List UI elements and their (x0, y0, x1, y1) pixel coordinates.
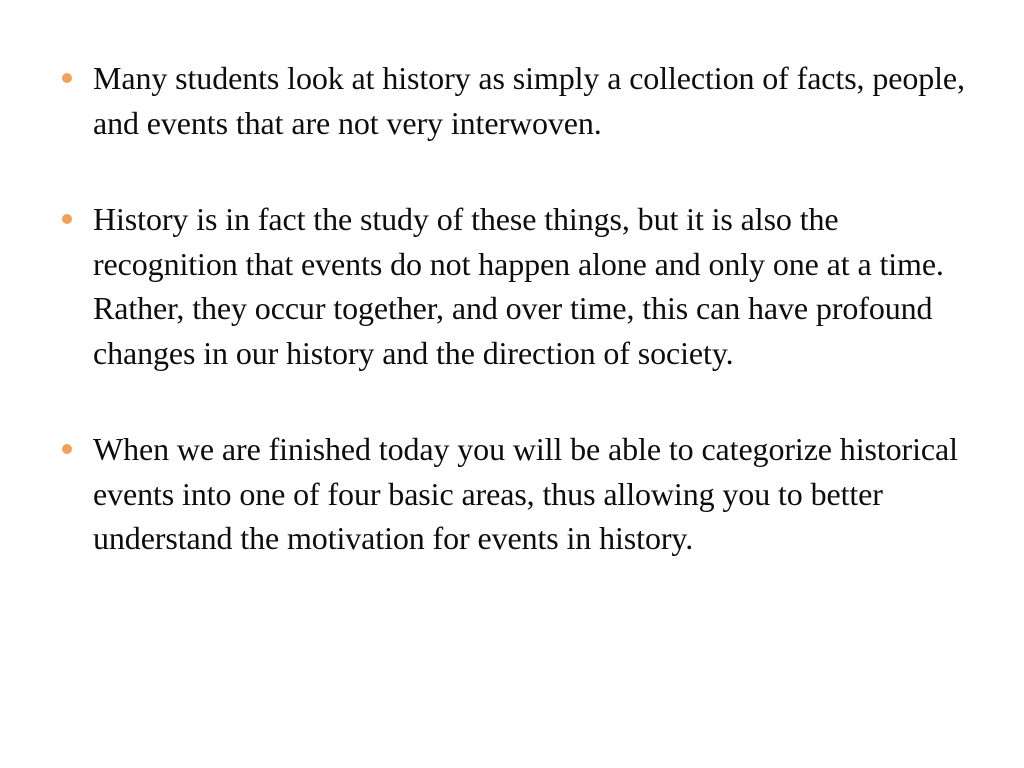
bullet-list (62, 56, 972, 613)
bullet-item (62, 427, 972, 561)
bullet-text: Many students look at history as simply a collection of facts, people, and events that are not very interwoven. (93, 60, 965, 141)
bullet-dot-icon (62, 444, 72, 454)
bullet-dot-icon (62, 214, 72, 224)
bullet-item (62, 56, 972, 145)
bullet-dot-icon (62, 73, 72, 83)
bullet-text: When we are finished today you will be able to categorize historical events into one of four basic areas, thus allowing you to better understand the motivation for events in history. (93, 431, 958, 556)
bullet-text: History is in fact the study of these things, but it is also the recognition that events do not happen alone and only one at a time. Rather, they occur together, and over time, this can have profound changes in our history and the direction of society. (93, 201, 944, 371)
bullet-item (62, 197, 972, 375)
